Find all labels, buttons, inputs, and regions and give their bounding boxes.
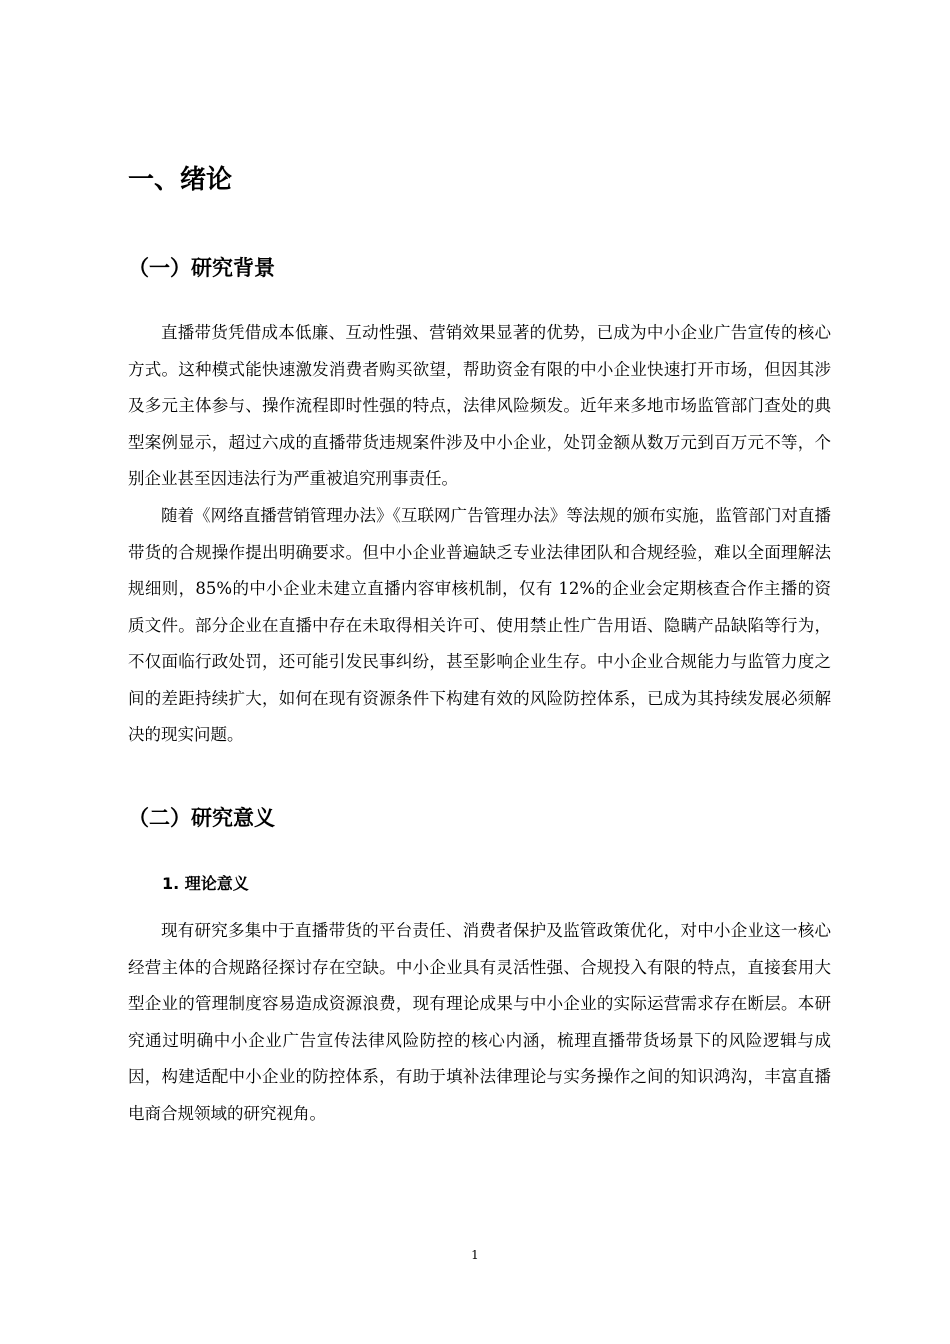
chapter-heading: 一、绪论 xyxy=(128,165,233,195)
background-paragraph-1: 直播带货凭借成本低廉、互动性强、营销效果显著的优势，已成为中小企业广告宣传的核心方式。这种模式能快速激发消费者购买欲望，帮助资金有限的中小企业快速打开市场，但因其涉及多元主体参与、操作流程即时性强的特点，法律风险频发。近年来多地市场监管部门查处的典型案例显示，超过六成的直播带货违规案件涉及中小企业，处罚金额从数万元到百万元不等，个别企业甚至因违法行为严重被追究刑事责任。 xyxy=(128,323,831,488)
theory-paragraph: 现有研究多集中于直播带货的平台责任、消费者保护及监管政策优化，对中小企业这一核心经营主体的合规路径探讨存在空缺。中小企业具有灵活性强、合规投入有限的特点，直接套用大型企业的管理制度容易造成资源浪费，现有理论成果与中小企业的实际运营需求存在断层。本研究通过明确中小企业广告宣传法律风险防控的核心内涵，梳理直播带货场景下的风险逻辑与成因，构建适配中小企业的防控体系，有助于填补法律理论与实务操作之间的知识鸿沟，丰富直播电商合规领域的研究视角。 xyxy=(128,921,831,1123)
page-number: 1 xyxy=(471,1248,479,1262)
section-heading-significance: （二）研究意义 xyxy=(128,806,275,830)
section-heading-background: （一）研究背景 xyxy=(128,256,275,280)
background-paragraph-2: 随着《网络直播营销管理办法》《互联网广告管理办法》等法规的颁布实施，监管部门对直播带货的合规操作提出明确要求。但中小企业普遍缺乏专业法律团队和合规经验，难以全面理解法规细则，85%的中小企业未建立直播内容审核机制，仅有 12%的企业会定期核查合作主播的资质文件。部分企业在直播中存在未取得相关许可、使用禁止性广告用语、隐瞒产品缺陷等行为，不仅面临行政处罚，还可能引发民事纠纷，甚至影响企业生存。中小企业合规能力与监管力度之间的差距持续扩大，如何在现有资源条件下构建有效的风险防控体系，已成为其持续发展必须解决的现实问题。 xyxy=(128,506,831,744)
subsection-heading-theory: 1. 理论意义 xyxy=(162,874,249,893)
